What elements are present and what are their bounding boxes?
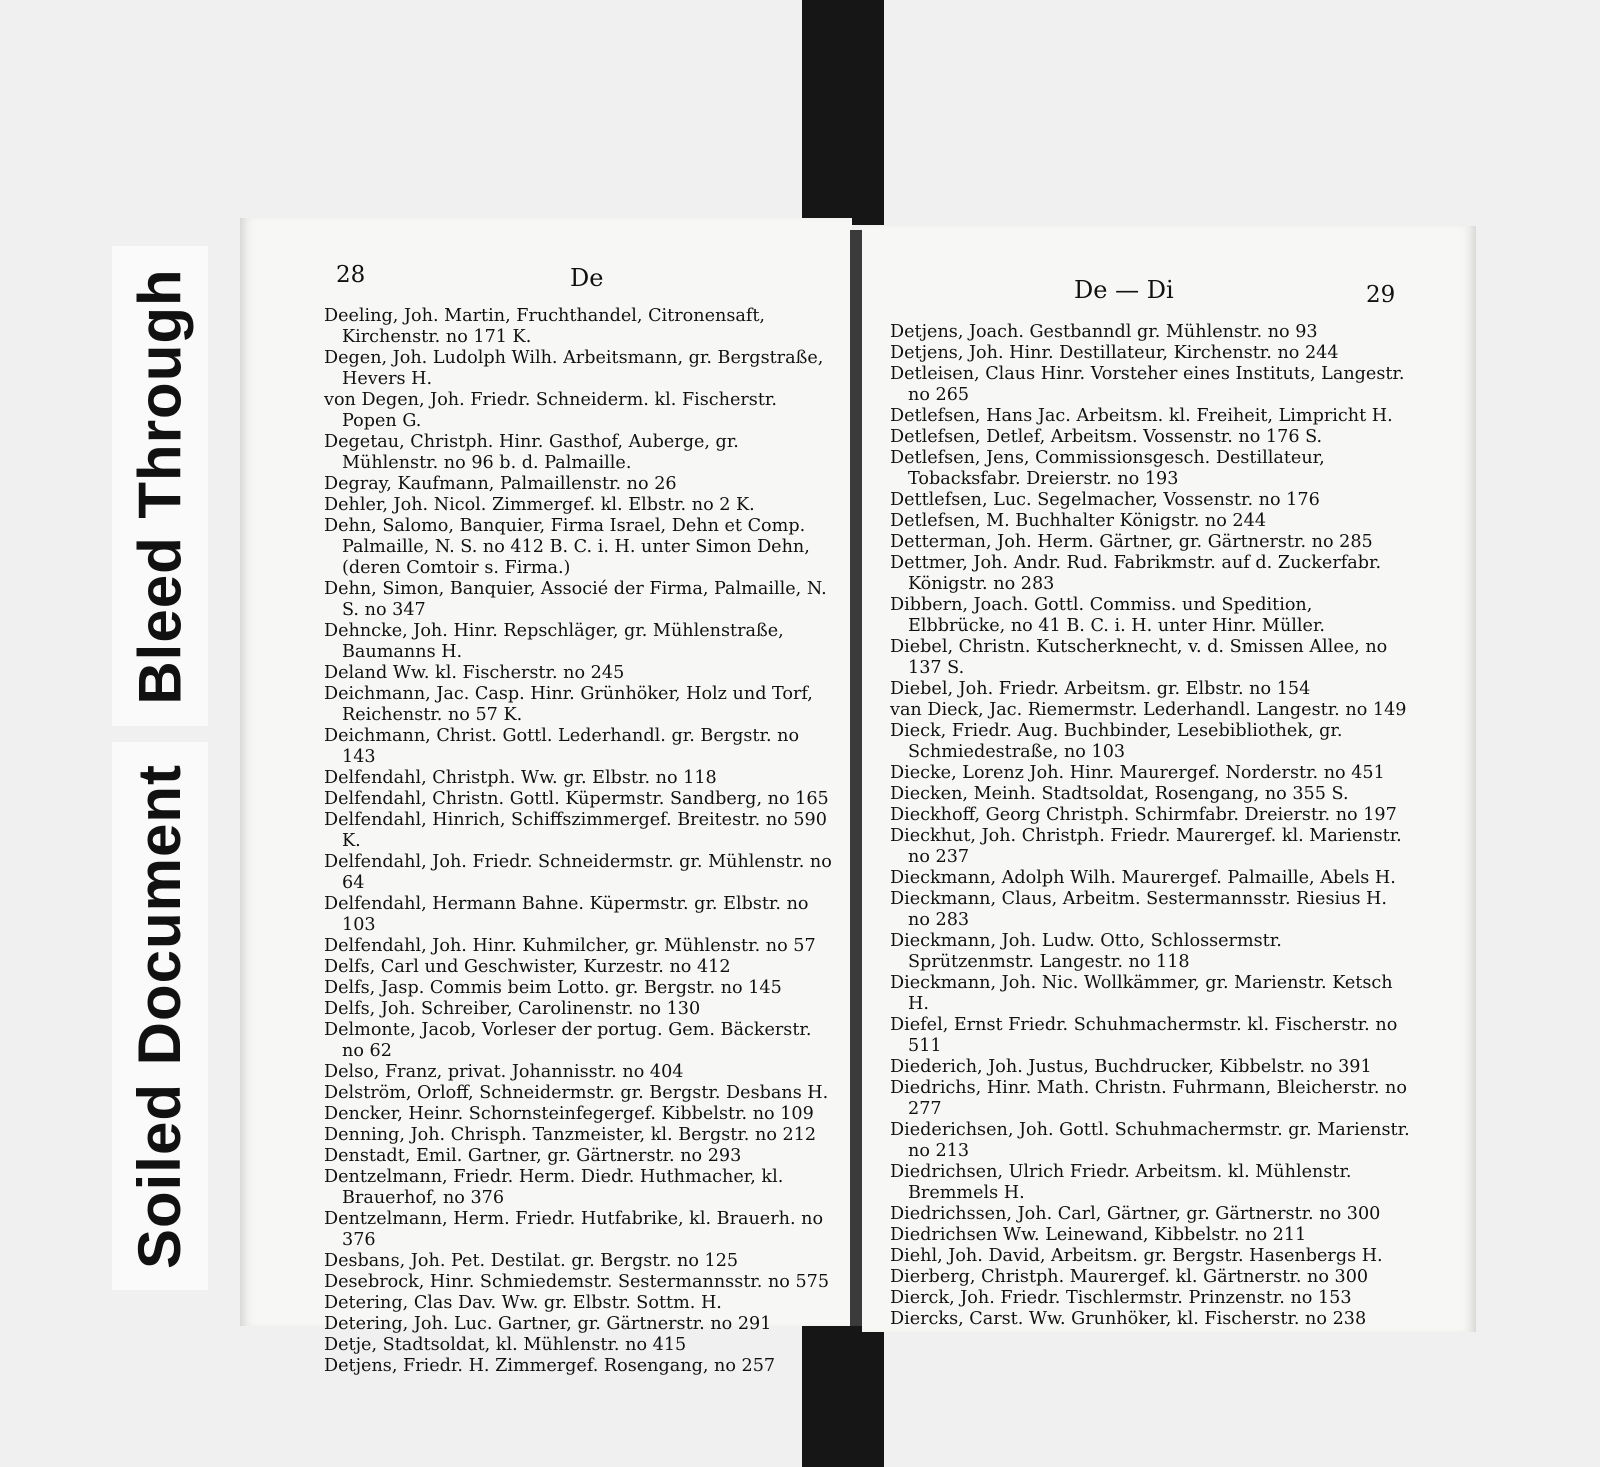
directory-entry: Dieckmann, Adolph Wilh. Maurergef. Palmaille, Abels H. (890, 868, 1396, 888)
directory-entry: Diehl, Joh. David, Arbeitsm. gr. Bergstr. Hasenbergs H. (890, 1246, 1383, 1266)
directory-entry: Desbans, Joh. Pet. Destilat. gr. Bergstr. no 125 (324, 1251, 739, 1271)
directory-entry: Delfendahl, Hinrich, Schiffszimmergef. Breitestr. no 590 K. (324, 810, 827, 851)
page-number: 29 (1366, 282, 1396, 308)
directory-entry: Deeling, Joh. Martin, Fruchthandel, Citronensaft, Kirchenstr. no 171 K. (324, 306, 766, 347)
directory-entry: Denstadt, Emil. Gartner, gr. Gärtnerstr. no 293 (324, 1146, 742, 1166)
directory-entry: Deichmann, Jac. Casp. Hinr. Grünhöker, Holz und Torf, Reichenstr. no 57 K. (324, 684, 813, 725)
directory-entry: Diederichsen, Joh. Gottl. Schuhmachermstr. gr. Marienstr. no 213 (890, 1120, 1410, 1161)
directory-entry: von Degen, Joh. Friedr. Schneiderm. kl. Fischerstr. Popen G. (324, 390, 777, 431)
directory-entry: Delmonte, Jacob, Vorleser der portug. Gem. Bäckerstr. no 62 (324, 1020, 812, 1061)
directory-entry: Diedrichsen Ww. Leinewand, Kibbelstr. no 211 (890, 1225, 1307, 1245)
directory-entry: Delfs, Carl und Geschwister, Kurzestr. no 412 (324, 957, 731, 977)
directory-entry: Detjens, Joh. Hinr. Destillateur, Kirchenstr. no 244 (890, 343, 1339, 363)
directory-entry: Degray, Kaufmann, Palmaillenstr. no 26 (324, 474, 677, 494)
directory-entry: Detlefsen, Jens, Commissionsgesch. Destillateur, Tobacksfabr. Dreierstr. no 193 (890, 448, 1325, 489)
directory-entry: Delfs, Joh. Schreiber, Carolinenstr. no 130 (324, 999, 701, 1019)
directory-entry: Diedrichssen, Joh. Carl, Gärtner, gr. Gärtnerstr. no 300 (890, 1204, 1381, 1224)
bleed-through-stamp (112, 246, 208, 726)
directory-entry: Diercks, Carst. Ww. Grunhöker, kl. Fischerstr. no 238 (890, 1309, 1367, 1329)
directory-entry: Detlefsen, M. Buchhalter Königstr. no 244 (890, 511, 1267, 531)
page-number: 28 (336, 262, 366, 288)
directory-entry: Dieckmann, Joh. Nic. Wollkämmer, gr. Marienstr. Ketsch H. (890, 973, 1393, 1014)
directory-entry: Dentzelmann, Herm. Friedr. Hutfabrike, kl. Brauerh. no 376 (324, 1209, 824, 1250)
directory-entry: Delström, Orloff, Schneidermstr. gr. Bergstr. Desbans H. (324, 1083, 829, 1103)
directory-entry: Detlefsen, Detlef, Arbeitsm. Vossenstr. no 176 S. (890, 427, 1323, 447)
directory-entry: Dierck, Joh. Friedr. Tischlermstr. Prinzenstr. no 153 (890, 1288, 1352, 1308)
directory-entries (890, 322, 1410, 1330)
directory-entry: Delfendahl, Hermann Bahne. Küpermstr. gr. Elbstr. no 103 (324, 894, 809, 935)
directory-entry: Dehler, Joh. Nicol. Zimmergef. kl. Elbstr. no 2 K. (324, 495, 755, 515)
directory-entry: Detjens, Friedr. H. Zimmergef. Rosengang, no 257 (324, 1356, 776, 1376)
soiled-document-stamp (112, 742, 208, 1290)
directory-entry: Detjens, Joach. Gestbanndl gr. Mühlenstr. no 93 (890, 322, 1318, 342)
directory-entry: Delfendahl, Christph. Ww. gr. Elbstr. no 118 (324, 768, 717, 788)
directory-entry: Degetau, Christph. Hinr. Gasthof, Auberge, gr. Mühlenstr. no 96 b. d. Palmaille. (324, 432, 739, 473)
directory-entry: Dentzelmann, Friedr. Herm. Diedr. Huthmacher, kl. Brauerhof, no 376 (324, 1167, 784, 1208)
directory-entry: Detterman, Joh. Herm. Gärtner, gr. Gärtnerstr. no 285 (890, 532, 1373, 552)
directory-entry: Dehn, Salomo, Banquier, Firma Israel, Dehn et Comp. Palmaille, N. S. no 412 B. C. i. H. unter Simon Dehn, (deren Comtoir s. Firma.) (324, 516, 810, 578)
directory-entry: Delfs, Jasp. Commis beim Lotto. gr. Bergstr. no 145 (324, 978, 782, 998)
soiled-document-label: Soiled Document (126, 763, 194, 1269)
directory-entry: Dieckhoff, Georg Christph. Schirmfabr. Dreierstr. no 197 (890, 805, 1397, 825)
binding-strap-top (802, 0, 884, 225)
directory-entry: Delfendahl, Joh. Hinr. Kuhmilcher, gr. Mühlenstr. no 57 (324, 936, 816, 956)
directory-entry: Dehncke, Joh. Hinr. Repschläger, gr. Mühlenstraße, Baumanns H. (324, 621, 784, 662)
directory-entry: Detering, Joh. Luc. Gartner, gr. Gärtnerstr. no 291 (324, 1314, 772, 1334)
directory-entry: Dieck, Friedr. Aug. Buchbinder, Lesebibliothek, gr. Schmiedestraße, no 103 (890, 721, 1343, 762)
directory-entry: Detering, Clas Dav. Ww. gr. Elbstr. Sottm. H. (324, 1293, 722, 1313)
directory-entry: Deland Ww. kl. Fischerstr. no 245 (324, 663, 625, 683)
directory-entry: Dieckmann, Claus, Arbeitm. Sestermannsstr. Riesius H. no 283 (890, 889, 1387, 930)
directory-entry: Diederich, Joh. Justus, Buchdrucker, Kibbelstr. no 391 (890, 1057, 1372, 1077)
directory-entry: Deichmann, Christ. Gottl. Lederhandl. gr. Bergstr. no 143 (324, 726, 800, 767)
directory-entry: Diedrichsen, Ulrich Friedr. Arbeitsm. kl. Mühlenstr. Bremmels H. (890, 1162, 1352, 1203)
directory-entry: Degen, Joh. Ludolph Wilh. Arbeitsmann, gr. Bergstraße, Hevers H. (324, 348, 824, 389)
running-head: De — Di (1074, 276, 1174, 304)
left-page (240, 218, 852, 1376)
directory-entries (324, 306, 832, 1377)
directory-entry: Diefel, Ernst Friedr. Schuhmachermstr. kl. Fischerstr. no 511 (890, 1015, 1398, 1056)
directory-entry: van Dieck, Jac. Riemermstr. Lederhandl. Langestr. no 149 (890, 700, 1407, 720)
directory-entry: Dieckmann, Joh. Ludw. Otto, Schlossermstr. Sprützenmstr. Langestr. no 118 (890, 931, 1282, 972)
directory-entry: Diebel, Christn. Kutscherknecht, v. d. Smissen Allee, no 137 S. (890, 637, 1388, 678)
directory-entry: Diecken, Meinh. Stadtsoldat, Rosengang, no 355 S. (890, 784, 1349, 804)
directory-entry: Dierberg, Christph. Maurergef. kl. Gärtnerstr. no 300 (890, 1267, 1369, 1287)
directory-entry: Dieckhut, Joh. Christph. Friedr. Maurergef. kl. Marienstr. no 237 (890, 826, 1402, 867)
directory-entry: Detlefsen, Hans Jac. Arbeitsm. kl. Freiheit, Limpricht H. (890, 406, 1393, 426)
directory-entry: Diecke, Lorenz Joh. Hinr. Maurergef. Norderstr. no 451 (890, 763, 1385, 783)
directory-entry: Detleisen, Claus Hinr. Vorsteher eines Instituts, Langestr. no 265 (890, 364, 1405, 405)
directory-entry: Diedrichs, Hinr. Math. Christn. Fuhrmann, Bleicherstr. no 277 (890, 1078, 1407, 1119)
directory-entry: Detje, Stadtsoldat, kl. Mühlenstr. no 415 (324, 1335, 687, 1355)
bleed-through-label: Bleed Through (126, 267, 194, 705)
directory-entry: Dibbern, Joach. Gottl. Commiss. und Spedition, Elbbrücke, no 41 B. C. i. H. unter Hinr. Müller. (890, 595, 1326, 636)
directory-entry: Diebel, Joh. Friedr. Arbeitsm. gr. Elbstr. no 154 (890, 679, 1311, 699)
directory-entry: Dencker, Heinr. Schornsteinfegergef. Kibbelstr. no 109 (324, 1104, 814, 1124)
directory-entry: Delso, Franz, privat. Johannisstr. no 404 (324, 1062, 684, 1082)
directory-entry: Dettlefsen, Luc. Segelmacher, Vossenstr. no 176 (890, 490, 1320, 510)
directory-entry: Dehn, Simon, Banquier, Associé der Firma, Palmaille, N. S. no 347 (324, 579, 827, 620)
directory-entry: Delfendahl, Christn. Gottl. Küpermstr. Sandberg, no 165 (324, 789, 829, 809)
directory-entry: Dettmer, Joh. Andr. Rud. Fabrikmstr. auf d. Zuckerfabr. Königstr. no 283 (890, 553, 1382, 594)
running-head: De (570, 264, 604, 292)
directory-entry: Desebrock, Hinr. Schmiedemstr. Sestermannsstr. no 575 (324, 1272, 830, 1292)
directory-entry: Denning, Joh. Chrisph. Tanzmeister, kl. Bergstr. no 212 (324, 1125, 817, 1145)
right-page (862, 226, 1476, 1332)
directory-entry: Delfendahl, Joh. Friedr. Schneidermstr. gr. Mühlenstr. no 64 (324, 852, 832, 893)
